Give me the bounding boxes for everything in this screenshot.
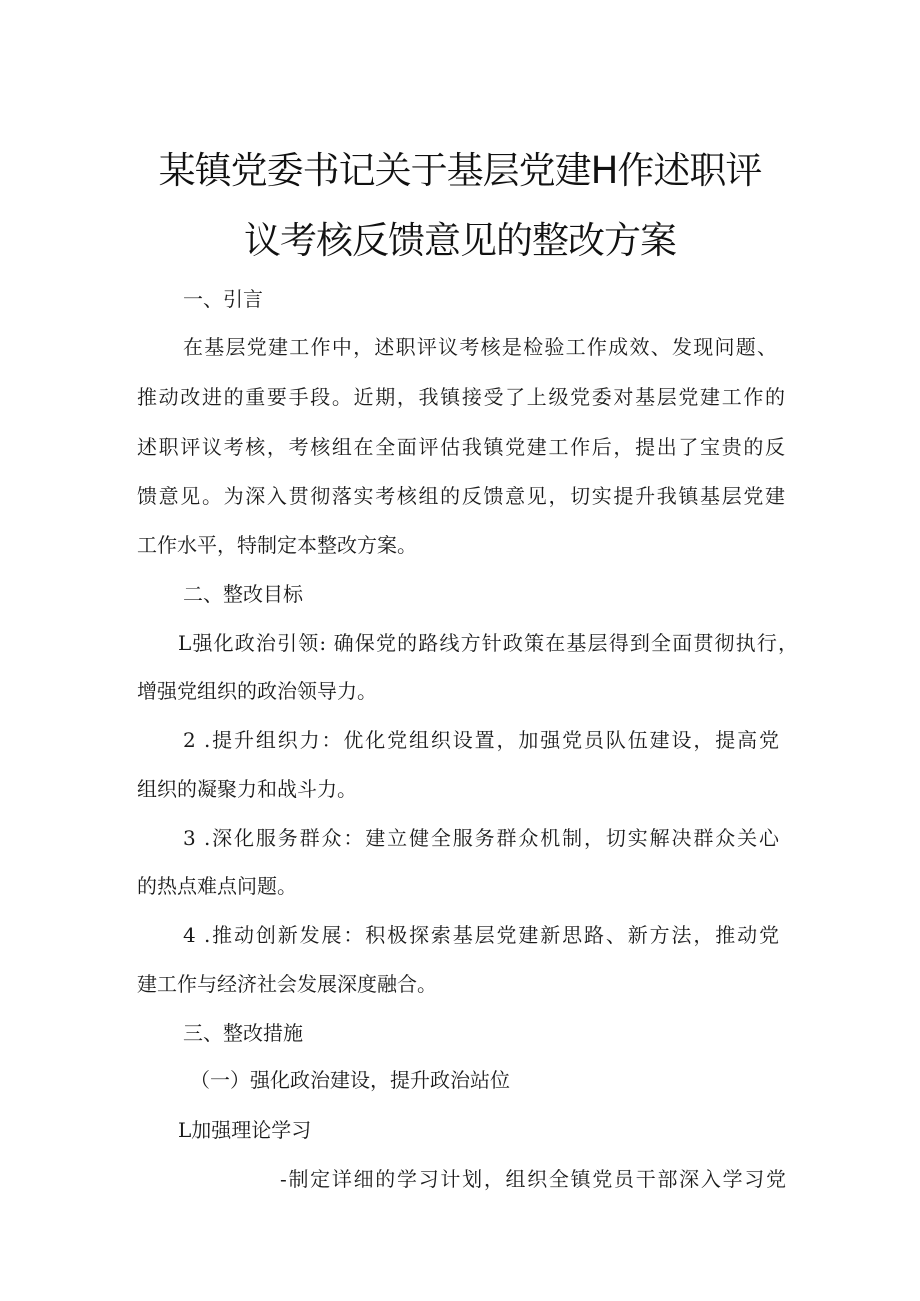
section-heading-intro: 一、引言 bbox=[183, 287, 263, 311]
document-title-line-2: 议考核反馈意见的整改方案 bbox=[244, 219, 676, 262]
paragraph-line: 的热点难点问题。 bbox=[137, 874, 297, 898]
paragraph-line: 建工作与经济社会发展深度融合。 bbox=[137, 972, 437, 996]
sub-item-heading: L加强理论学习 bbox=[178, 1118, 312, 1142]
paragraph-line: 组织的凝聚力和战斗力。 bbox=[137, 777, 357, 801]
paragraph-line: 在基层党建工作中，述职评议考核是检验工作成效、发现问题、 bbox=[183, 335, 777, 359]
list-item: 4 .推动创新发展：积极探索基层党建新思路、新方法，推动党 bbox=[183, 923, 779, 947]
paragraph-line: 推动改进的重要手段。近期，我镇接受了上级党委对基层党建工作的 bbox=[137, 385, 785, 409]
paragraph-line: 增强党组织的政治领导力。 bbox=[137, 679, 377, 703]
list-item: L强化政治引领: 确保党的路线方针政策在基层得到全面贯彻执行， bbox=[178, 631, 798, 655]
document-title-line-1: 某镇党委书记关于基层党建H作述职评 bbox=[158, 149, 762, 192]
paragraph-line: 馈意见。为深入贯彻落实考核组的反馈意见，切实提升我镇基层党建 bbox=[137, 484, 785, 508]
paragraph-line: 工作水平，特制定本整改方案。 bbox=[137, 533, 417, 557]
list-item: 2 .提升组织力：优化党组织设置，加强党员队伍建设，提高党 bbox=[183, 728, 779, 752]
section-heading-measures: 三、整改措施 bbox=[183, 1021, 303, 1045]
paragraph-line: -制定详细的学习计划，组织全镇党员干部深入学习党 bbox=[280, 1167, 786, 1191]
section-heading-goals: 二、整改目标 bbox=[183, 582, 303, 606]
list-item: 3 .深化服务群众：建立健全服务群众机制，切实解决群众关心 bbox=[183, 826, 779, 850]
paragraph-line: 述职评议考核，考核组在全面评估我镇党建工作后，提出了宝贵的反 bbox=[137, 435, 785, 459]
subsection-heading: （一）强化政治建设，提升政治站位 bbox=[190, 1068, 510, 1092]
